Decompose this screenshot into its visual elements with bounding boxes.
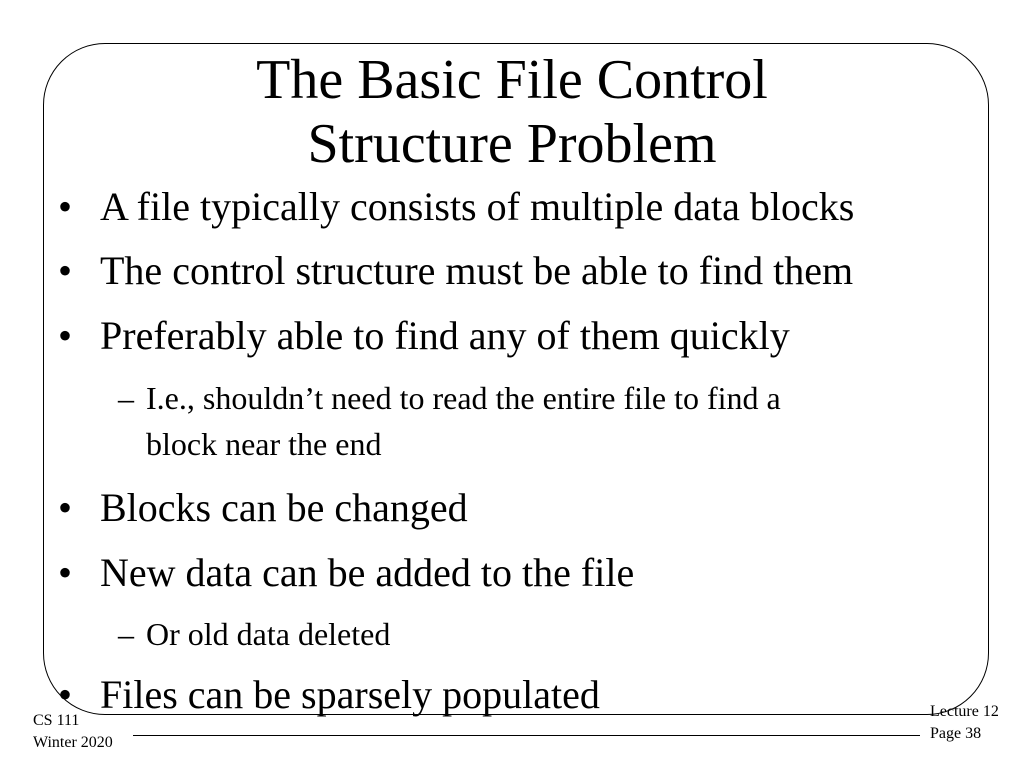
bullet-marker: •: [58, 550, 73, 595]
bullet-text: Blocks can be changed: [100, 485, 468, 530]
bullet-text: A file typically consists of multiple data blocks: [100, 184, 855, 229]
footer-page: Page 38: [930, 725, 982, 742]
footer-course-info: [33, 710, 113, 754]
bullet-text: The control structure must be able to find them: [100, 248, 854, 293]
sub-bullet-marker: –: [118, 616, 134, 652]
footer-divider: [133, 735, 920, 736]
bullet-text: Preferably able to find any of them quickly: [100, 313, 790, 358]
footer-page-info: [930, 701, 999, 745]
bullet-marker: •: [58, 248, 73, 293]
footer-lecture: Lecture 12: [930, 703, 999, 720]
bullet-item: [58, 184, 854, 230]
bullet-marker: •: [58, 184, 73, 229]
bullet-marker: •: [58, 485, 73, 530]
footer-course: CS 111: [33, 712, 80, 729]
bullet-text: Files can be sparsely populated: [100, 672, 600, 717]
bullet-item: [58, 248, 853, 294]
sub-bullet-text-line-1: I.e., shouldn’t need to read the entire file to find a: [146, 380, 781, 416]
bullet-marker: •: [58, 672, 73, 717]
bullet-marker: •: [58, 313, 73, 358]
footer-term: Winter 2020: [33, 734, 113, 751]
sub-bullet-item: [118, 611, 390, 657]
sub-bullet-text: [146, 375, 781, 467]
bullet-item: [58, 550, 634, 596]
sub-bullet-marker: –: [118, 380, 134, 416]
sub-bullet-text: Or old data deleted: [146, 616, 391, 652]
bullet-item: [58, 672, 600, 718]
bullet-text: New data can be added to the file: [100, 550, 635, 595]
slide-title-line-2: Structure Problem: [307, 113, 717, 175]
slide-title-line-1: The Basic File Control: [256, 49, 768, 111]
bullet-item: [58, 485, 468, 531]
sub-bullet-item: [118, 375, 781, 467]
sub-bullet-text-line-2: block near the end: [146, 426, 382, 462]
bullet-item: [58, 313, 790, 359]
